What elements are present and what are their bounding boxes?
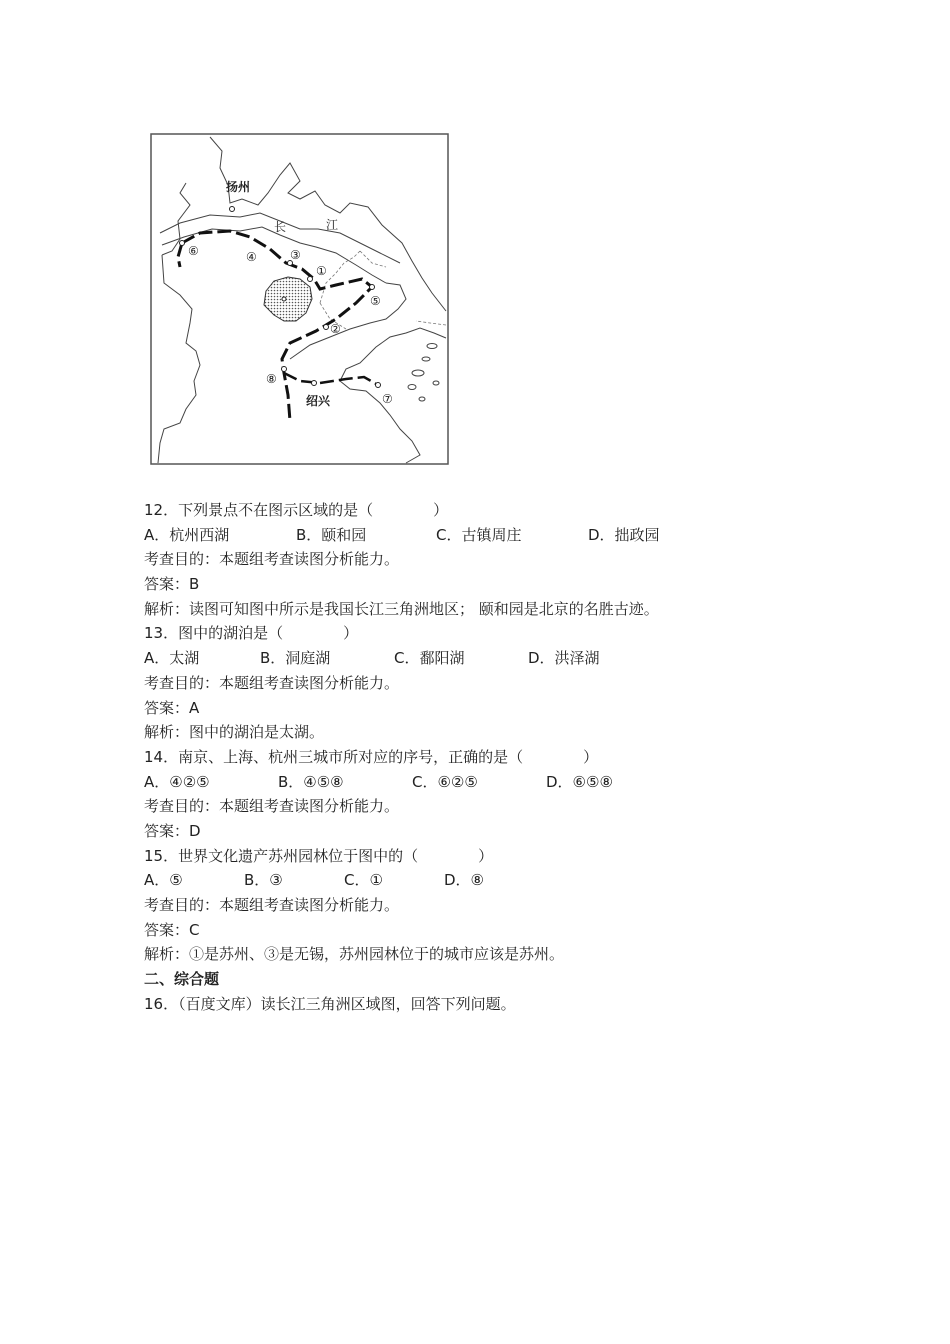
option-d: D．拙政园 [588,525,660,544]
option-a: A．⑤ [144,871,183,890]
option-c: C．① [344,871,383,890]
label-shaoxing: 绍兴 [306,394,331,408]
yangtze-delta-map [150,133,450,466]
marker-3: ③ [290,248,301,262]
marker-6: ⑥ [188,244,199,258]
question-stem [144,498,844,523]
option-d: D．⑥⑤⑧ [546,772,613,791]
question-text: 南京、上海、杭州三城市所对应的序号，正确的是（ ） [178,747,599,766]
question-text: 下列景点不在图示区域的是（ ） [178,501,449,519]
label-yangzhou: 扬州 [226,180,251,194]
city-point [282,367,287,372]
question-number: 16． [144,994,179,1013]
marker-5: ⑤ [370,294,381,308]
question-number: 12． [144,501,179,519]
option-b: B．④⑤⑧ [278,772,344,791]
option-b: B．③ [244,871,283,890]
answer-text: 答案：D [144,821,201,840]
option-c: C．⑥②⑤ [412,772,478,791]
analysis-text: 解析：读图可知图中所示是我国长江三角洲地区； 颐和园是北京的名胜古迹。 [144,599,659,618]
option-c: C．古镇周庄 [436,525,522,544]
answer-text: 答案：B [144,575,200,594]
answer-text: 答案：C [144,920,200,939]
section-title: 二、综合题 [144,970,220,989]
purpose-text: 考查目的：本题组考查读图分析能力。 [144,673,400,692]
question-number: 15． [144,846,179,865]
option-c: C．鄱阳湖 [394,649,465,668]
purpose-text: 考查目的：本题组考查读图分析能力。 [144,550,400,569]
analysis-text: 解析：①是苏州、③是无锡，苏州园林位于的城市应该是苏州。 [144,945,565,964]
options-row [144,646,844,671]
answer-text: 答案：A [144,698,200,717]
option-d: D．⑧ [444,871,484,890]
city-point [230,207,235,212]
option-a: A．杭州西湖 [144,525,230,544]
options-row [144,770,844,795]
question-text: 图中的湖泊是（ ） [178,624,359,643]
options-row [144,868,844,893]
options-row [144,523,844,548]
question-text: （百度文库）读长江三角洲区域图，回答下列问题。 [178,994,516,1013]
option-b: B．颐和园 [296,525,367,544]
purpose-text: 考查目的：本题组考查读图分析能力。 [144,896,400,914]
purpose-text: 考查目的：本题组考查读图分析能力。 [144,797,400,816]
marker-8: ⑧ [266,372,277,386]
city-point [180,241,185,246]
questions-section [144,498,844,1016]
option-b: B．洞庭湖 [260,649,331,668]
question-number: 13． [144,624,179,643]
city-point [376,383,381,388]
analysis-text: 解析：图中的湖泊是太湖。 [144,723,325,742]
marker-1: ① [316,264,327,278]
question-stem [144,745,844,770]
option-a: A．太湖 [144,649,200,668]
city-point [312,381,317,386]
city-point [308,277,313,282]
marker-7: ⑦ [382,392,393,406]
label-jiang: 江 [326,218,339,232]
question-text: 世界文化遗产苏州园林位于图中的（ ） [178,846,494,865]
marker-4: ④ [246,250,257,264]
option-d: D．洪泽湖 [528,649,600,668]
option-a: A．④②⑤ [144,772,210,791]
label-chang: 长 [274,220,287,234]
marker-2: ② [330,322,341,336]
city-point [370,285,375,290]
city-point [324,325,329,330]
city-point [282,297,286,301]
question-number: 14． [144,747,179,766]
question-stem [144,992,844,1017]
question-stem [144,844,844,869]
question-stem [144,621,844,646]
